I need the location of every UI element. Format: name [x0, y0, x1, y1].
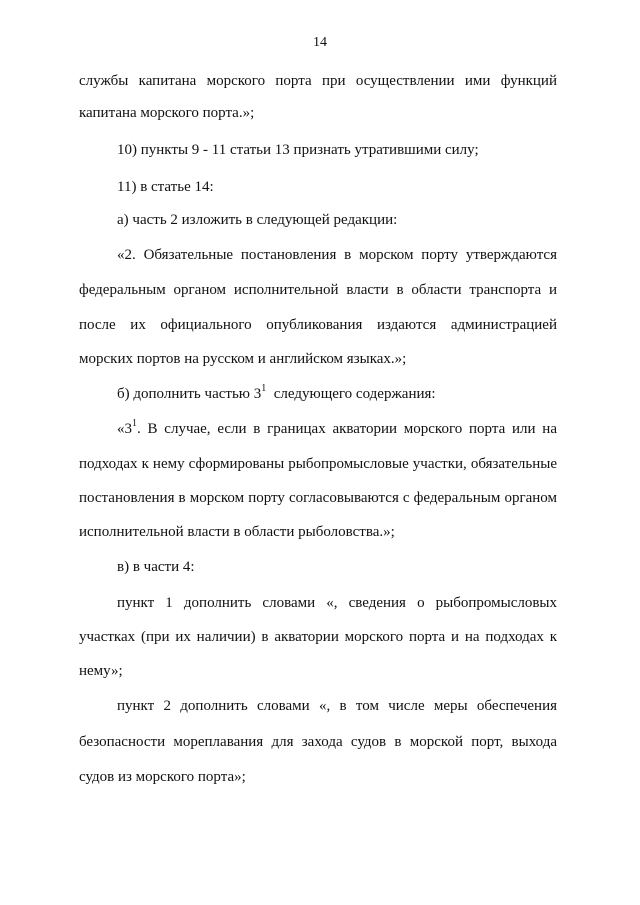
text-line: а) часть 2 изложить в следующей редакции:: [117, 212, 398, 228]
text-segment: б) дополнить частью 3: [117, 386, 262, 402]
superscript: 1: [261, 383, 267, 394]
text-line: пункт 2 дополнить словами «, в том числе меры обеспечения: [117, 698, 557, 714]
text-line: нему»;: [79, 663, 123, 679]
text-line: пункт 1 дополнить словами «, сведения о рыбопромысловых: [117, 595, 557, 611]
text-line: «2. Обязательные постановления в морском порту утверждаются: [117, 247, 557, 263]
text-line: капитана морского порта.»;: [79, 105, 255, 121]
text-line: исполнительной власти в области рыболовства.»;: [79, 524, 395, 540]
superscript: 1: [132, 418, 137, 429]
text-line: в) в части 4:: [117, 559, 195, 575]
text-line: службы капитана морского порта при осуществлении ими функций: [79, 73, 557, 89]
text-line: судов из морского порта»;: [79, 769, 246, 785]
text-line: участках (при их наличии) в акватории морского порта и на подходах к: [79, 629, 557, 645]
text-line: морских портов на русском и английском языках.»;: [79, 351, 407, 367]
page-number: 14: [313, 35, 327, 50]
text-line: 11) в статье 14:: [117, 179, 214, 195]
text-line: федеральным органом исполнительной власти в области транспорта и: [79, 282, 557, 298]
text-line: безопасности мореплавания для захода судов в морской порт, выхода: [79, 734, 557, 750]
text-segment: следующего содержания:: [273, 386, 436, 402]
text-line: подходах к нему сформированы рыбопромысловые участки, обязательные: [79, 456, 557, 472]
text-segment: . В случае, если в границах акватории морского порта или на: [137, 421, 557, 437]
text-line: 10) пункты 9 - 11 статьи 13 признать утратившими силу;: [117, 142, 479, 158]
text-segment: «3: [117, 421, 132, 437]
text-line: [117, 385, 557, 403]
text-line: после их официального опубликования издаются администрацией: [79, 317, 557, 333]
text-line: [117, 420, 557, 438]
text-line: постановления в морском порту согласовываются с федеральным органом: [79, 490, 557, 506]
